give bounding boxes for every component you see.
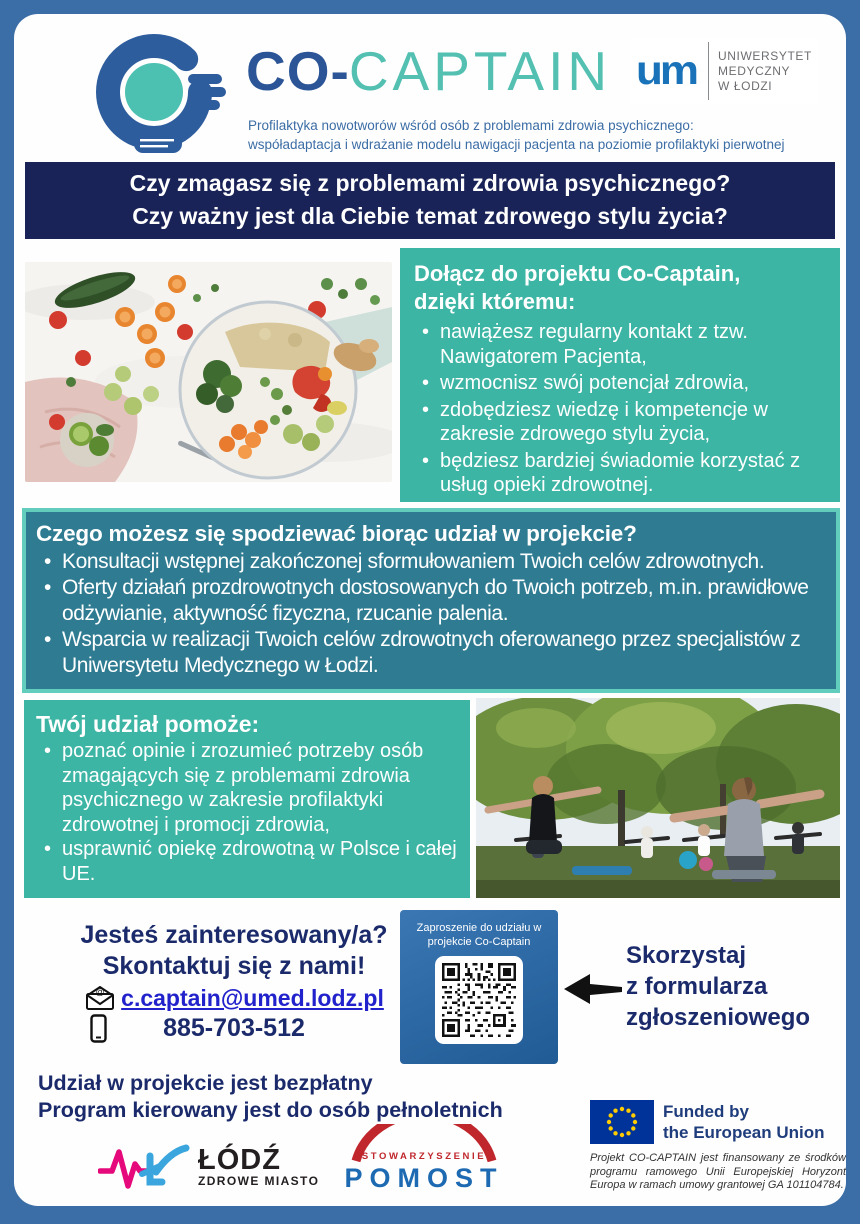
- form-note: [626, 940, 810, 1033]
- join-bullet-1: • nawiążesz regularny kontakt z tzw. Nawigatorem Pacjenta,: [414, 320, 826, 369]
- um-logo-divider: [708, 42, 709, 100]
- pomost-association-label: STOWARZYSZENIE: [361, 1151, 487, 1162]
- project-subtitle: [248, 117, 838, 154]
- your-participation-box: [24, 700, 470, 898]
- expect-bullet-1: • Konsultacji wstępnej zakończonej sformułowaniem Twoich celów zdrowotnych.: [36, 549, 822, 575]
- outdoor-yoga-photo: [476, 698, 840, 898]
- contact-block: [62, 920, 406, 1043]
- join-bullet-4: • będziesz bardziej świadomie korzystać z usług opieki zdrowotnej.: [414, 449, 826, 498]
- healthy-food-illustration: [25, 262, 392, 482]
- join-bullet-2: • wzmocnisz swój potencjał zdrowia,: [414, 371, 826, 396]
- banner-line-1: Czy zmagasz się z problemami zdrowia psychicznego?: [129, 170, 731, 196]
- subtitle-line-2: współadaptacja i wdrażanie modelu nawigacji pacjenta na poziomie profilaktyki pierwotnej: [248, 136, 785, 152]
- email-row: [62, 985, 406, 1012]
- join-project-box: [400, 248, 840, 502]
- um-logo-glyph: um: [636, 48, 696, 94]
- lodz-logo-mark: [98, 1138, 190, 1196]
- note-line-1: Udział w projekcie jest bezpłatny: [38, 1071, 373, 1095]
- brand-captain: CAPTAIN: [348, 40, 612, 102]
- help-box-bullet-list: [36, 739, 458, 886]
- lodz-subtitle: ZDROWE MIASTO: [198, 1174, 320, 1188]
- eu-disclaimer: Projekt CO-CAPTAIN jest finansowany ze środków programu ramowego Unii Europejskiej Horyzont Europa w ramach umowy grantowej GA 101104784.: [590, 1152, 846, 1191]
- note-line-2: Program kierowany jest do osób pełnoletnich: [38, 1098, 503, 1122]
- pomost-association-logo: [342, 1124, 506, 1194]
- eu-funded-text: [663, 1101, 825, 1143]
- help-box-title: Twój udział pomoże:: [36, 711, 260, 737]
- what-to-expect-box: [22, 508, 840, 693]
- lodz-healthy-city-logo: [98, 1138, 319, 1196]
- expect-bullet-2: • Oferty działań prozdrowotnych dostosowanych do Twoich potrzeb, m.in. prawidłowe odżywianie, aktywność fizyczna, rzucanie palenia.: [36, 575, 822, 627]
- bowl-of-food: [180, 302, 356, 478]
- medical-university-logo: [630, 38, 818, 104]
- participation-note: [38, 1070, 503, 1124]
- arrow-left-icon: [564, 972, 622, 1006]
- form-note-line-3: zgłoszeniowego: [626, 1004, 811, 1031]
- eu-funding-row: [590, 1100, 846, 1144]
- eu-funded-line-1: Funded by: [663, 1102, 749, 1121]
- join-box-title: Dołącz do projektu Co-Captain, dzięki któremu:: [414, 261, 741, 314]
- email-link[interactable]: c.captain@umed.lodz.pl: [121, 985, 384, 1011]
- contact-heading-1: Jesteś zainteresowany/a?: [80, 921, 388, 949]
- expect-bullet-3: • Wsparcia w realizacji Twoich celów zdrowotnych oferowanego przez specjalistów z Uniwersytetu Medycznego w Łodzi.: [36, 627, 822, 679]
- um-text-line-3: W ŁODZI: [718, 78, 773, 93]
- eu-flag-icon: [590, 1100, 654, 1144]
- lodz-logo-text: [198, 1146, 319, 1188]
- brand-hyphen: -: [330, 40, 349, 102]
- expect-box-title: Czego możesz się spodziewać biorąc udział w projekcie?: [36, 521, 637, 546]
- um-text-line-1: UNIWERSYTET: [718, 48, 812, 63]
- co-captain-logo-icon: [92, 34, 246, 160]
- qr-panel: [400, 910, 558, 1064]
- envelope-at-icon: [84, 986, 116, 1011]
- join-box-bullet-list: [414, 320, 826, 498]
- svg-text:@: @: [95, 987, 105, 997]
- eu-funding-block: [590, 1100, 846, 1193]
- banner-line-2: Czy ważny jest dla Ciebie temat zdrowego stylu życia?: [132, 203, 728, 229]
- form-note-line-1: Skorzystaj: [626, 942, 747, 969]
- um-logo-text: [718, 49, 812, 94]
- mobile-phone-icon: [90, 1014, 107, 1043]
- help-bullet-1: • poznać opinie i zrozumieć potrzeby osób zmagających się z problemami zdrowia psychicznego w zakresie profilaktyki zdrowotnej i promocji zdrowia,: [36, 739, 458, 837]
- brand-co: CO: [246, 40, 331, 102]
- um-text-line-2: MEDYCZNY: [718, 63, 791, 78]
- contact-heading-2: Skontaktuj się z nami!: [102, 952, 366, 980]
- qr-caption: Zaproszenie do udziału w projekcie Co-Captain: [416, 922, 542, 948]
- brand-title: [246, 40, 611, 117]
- join-bullet-3: • zdobędziesz wiedzę i kompetencje w zakresie zdrowego stylu życia,: [414, 398, 826, 447]
- lodz-name: ŁÓDŹ: [198, 1144, 281, 1176]
- phone-number: 885-703-512: [163, 1014, 305, 1042]
- help-bullet-2: • usprawnić opiekę zdrowotną w Polsce i całej UE.: [36, 837, 458, 886]
- qr-code: [442, 963, 516, 1037]
- lime-bowl: [60, 413, 114, 467]
- pomost-name: POMOST: [344, 1163, 504, 1193]
- outdoor-yoga-illustration: [476, 698, 840, 898]
- phone-row: [62, 1014, 406, 1043]
- question-banner: [25, 162, 835, 239]
- poster-card: [14, 14, 846, 1206]
- form-note-line-2: z formularza: [626, 973, 768, 1000]
- healthy-food-photo: [25, 262, 392, 482]
- eu-funded-line-2: the European Union: [663, 1123, 825, 1142]
- expect-box-bullet-list: [36, 549, 822, 679]
- qr-box: [435, 956, 523, 1044]
- subtitle-line-1: Profilaktyka nowotworów wśród osób z problemami zdrowia psychicznego:: [248, 118, 694, 133]
